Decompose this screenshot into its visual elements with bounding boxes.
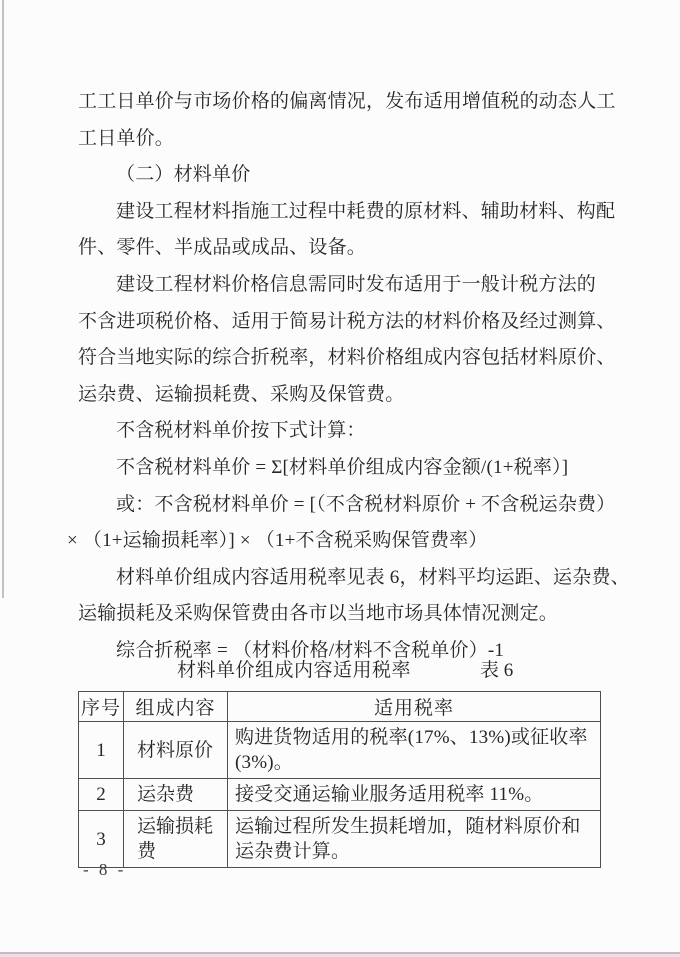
formula-line: 或：不含税材料单价 = [（不含税材料原价 + 不含税运杂费）	[116, 493, 616, 515]
page-number: - 8 -	[83, 860, 127, 879]
text-line: 建设工程材料指施工过程中耗费的原材料、辅助材料、构配	[116, 200, 616, 222]
text-line: 工日单价。	[78, 127, 175, 149]
text-line: 件、零件、半成品或成品、设备。	[78, 237, 367, 259]
cell-rate: 购进货物适用的税率(17%、13%)或征收率(3%)。	[228, 722, 601, 779]
header-cell-no: 序号	[79, 692, 124, 722]
cell-item: 材料原价	[124, 722, 228, 779]
text-line: 材料单价组成内容适用税率见表 6，材料平均运距、运杂费、	[116, 566, 630, 588]
cell-no: 1	[79, 722, 124, 779]
formula-line: 不含税材料单价 = Σ[材料单价组成内容金额/(1+税率）]	[116, 456, 569, 478]
cell-rate: 运输过程所发生损耗增加，随材料原价和运杂费计算。	[228, 811, 601, 868]
text-line: 建设工程材料价格信息需同时发布适用于一般计税方法的	[116, 273, 597, 295]
header-cell-rate: 适用税率	[228, 692, 601, 722]
table-caption: 材料单价组成内容适用税率	[177, 660, 412, 681]
text-line: 不含税材料单价按下式计算：	[116, 420, 366, 442]
table-caption-row	[78, 655, 600, 687]
text-line: 运杂费、运输损耗费、采购及保管费。	[78, 383, 405, 405]
body-text	[67, 84, 630, 670]
cell-rate: 接受交通运输业服务适用税率 11%。	[228, 779, 601, 811]
header-cell-item: 组成内容	[124, 692, 228, 722]
table-header-row	[79, 692, 601, 722]
table-row	[79, 811, 601, 868]
text-line: 运输损耗及采购保管费由各市以当地市场具体情况测定。	[78, 603, 559, 625]
table-row	[79, 779, 601, 811]
table-number-label: 表 6	[480, 660, 514, 681]
table-row	[79, 722, 601, 779]
cell-no: 3	[79, 811, 124, 868]
scan-edge-artifact-left	[2, 0, 4, 598]
text-line: 不含进项税价格、适用于简易计税方法的材料价格及经过测算、	[78, 310, 616, 332]
section-heading: （二）材料单价	[116, 164, 251, 186]
formula-line: 综合折税率 = （材料价格/材料不含税单价）-1	[116, 639, 505, 661]
tax-rate-table	[78, 691, 601, 868]
formula-line: × （1+运输损耗率）] × （1+不含税采购保管费率）	[67, 530, 488, 552]
text-line: 符合当地实际的综合折税率，材料价格组成内容包括材料原价、	[78, 347, 616, 369]
text-line: 工工日单价与市场价格的偏离情况，发布适用增值税的动态人工	[78, 91, 616, 112]
cell-item: 运输损耗费	[124, 811, 228, 868]
cell-no: 2	[79, 779, 124, 811]
cell-item: 运杂费	[124, 779, 228, 811]
